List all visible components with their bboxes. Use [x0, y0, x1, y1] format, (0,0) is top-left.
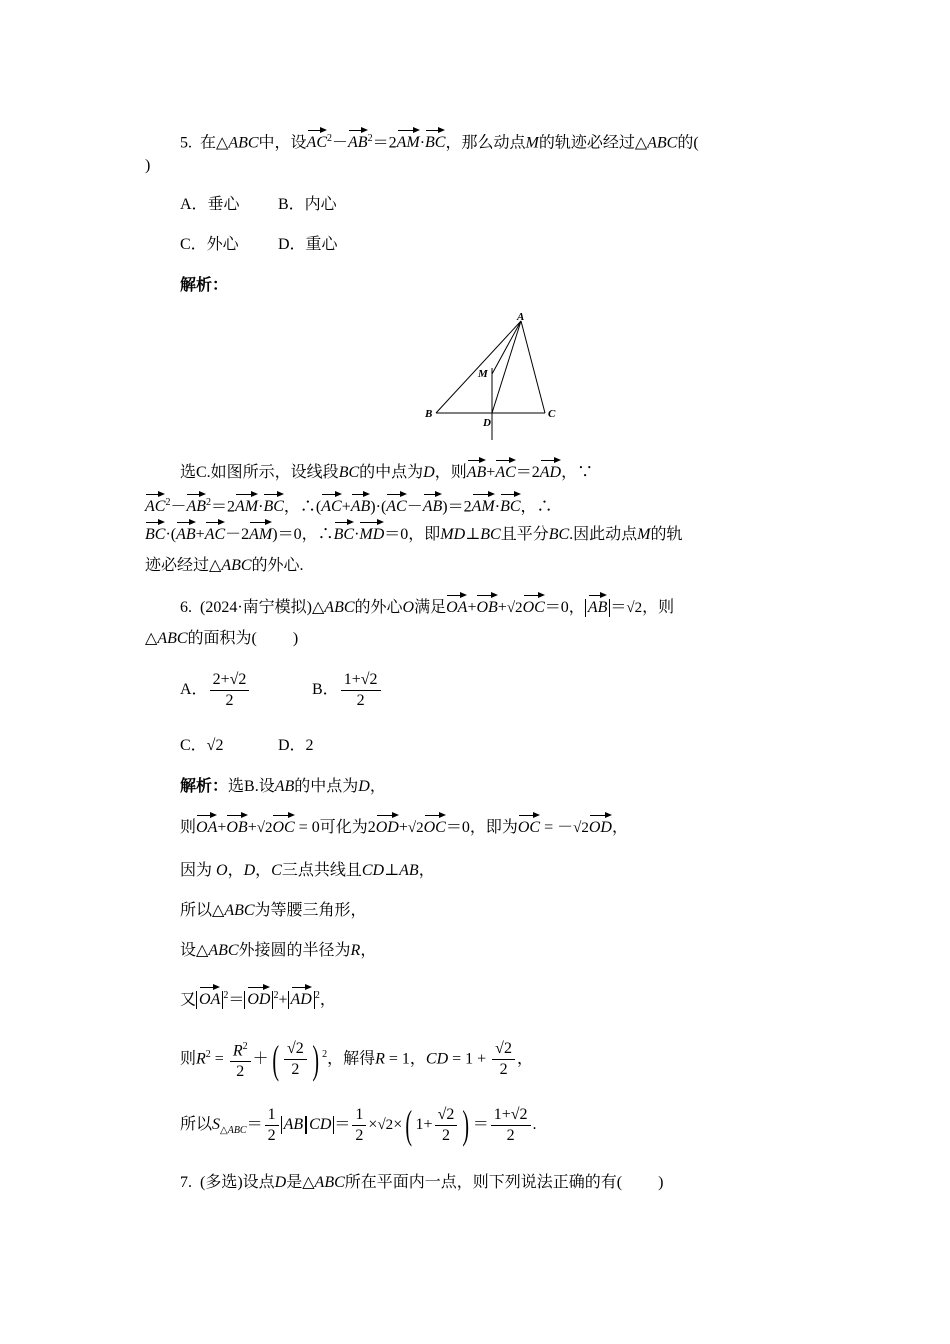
q6-solution-line2: 则OA+OB+√2OC = 0可化为2OD+√2OC＝0，即为OC = －√2OD，: [180, 819, 628, 836]
q6-option-b: B． $\frac{1+√2}{2}$: [312, 670, 383, 711]
q7-stem: 7. (多选)设点D是△ABC所在平面内一点，则下列说法正确的有( ): [180, 1174, 664, 1191]
side-ac: [521, 321, 545, 413]
q5-stem-line2: ): [145, 157, 151, 174]
q5-option-b: B．内心: [278, 196, 337, 213]
label-m: M: [478, 368, 488, 380]
q5-solution-line2: $AC^2-AB^2=2AM\cdot BC$，∴(AC+AB)·(AC－AB)＝2AM·BC，∴: [145, 497, 553, 516]
q6-solution-line4: 所以△ABC为等腰三角形，: [180, 902, 367, 919]
q5-option-a: A．垂心: [180, 196, 240, 213]
label-a: A: [517, 311, 525, 323]
q6-solution-line1: 解析：选B.设AB的中点为D，: [180, 778, 386, 795]
q5-solution-line3: BC·(AB+AC－2AM)＝0，∴BC·MD＝0，即MD⊥BC且平分BC.因此动点M的轨: [145, 526, 683, 543]
triangle-figure: [420, 310, 570, 445]
q5-analysis-label: 解析：: [180, 277, 229, 294]
q5-solution-line1: 选C.如图所示，设线段BC的中点为D，则AB+AC＝2AD，∵: [180, 464, 594, 481]
q6-option-c: C．√2: [180, 737, 224, 754]
q6-stem-line1: 6. (2024·南宁模拟)△ABC的外心O满足OA+OB+√2OC＝0， AB ＝√2，则: [180, 599, 675, 616]
q5-stem-line1: 5. 在△ABC中，设$AC^2-AB^2=2AM\cdot BC$，那么动点M的轨迹必经过△ABC的(: [180, 133, 699, 152]
label-c: C: [548, 408, 556, 420]
label-d: D: [483, 417, 491, 429]
q6-solution-line5: 设△ABC外接圆的半径为R，: [180, 942, 377, 959]
q6-option-d: D．2: [278, 737, 314, 754]
q6-option-a: A． $\frac{2+√2}{2}$: [180, 670, 251, 711]
side-ab: [436, 321, 521, 413]
q5-option-c: C．外心: [180, 236, 239, 253]
q5-option-d: D．重心: [278, 236, 338, 253]
q6-solution-line6: 又 OA $^2$＝ OD $^2$+ AD $^2$，: [180, 990, 336, 1009]
label-b: B: [425, 408, 433, 420]
q6-solution-line3: 因为 O，D，C三点共线且CD⊥AB，: [180, 862, 435, 879]
q5-solution-line4: 迹必经过△ABC的外心.: [145, 557, 304, 574]
q6-solution-line7: 则$R^2$ = $\frac{R^2}{2}$ ＋( $\frac{√2}{2}$ ) $^2$，解得R = 1，CD = 1 + $\frac{√2}{2}$ ，: [180, 1036, 533, 1082]
q6-solution-line8: 所以$S_{\triangle ABC}=$ $\frac{1}{2}$ AB CD ＝ $\frac{1}{2}$ ×√2×( 1+ $\frac{√2}{2}$ ) ＝ $\frac{1+√2}{2}$ .: [180, 1102, 537, 1148]
q6-stem-line2: △ABC的面积为( ): [145, 630, 299, 647]
